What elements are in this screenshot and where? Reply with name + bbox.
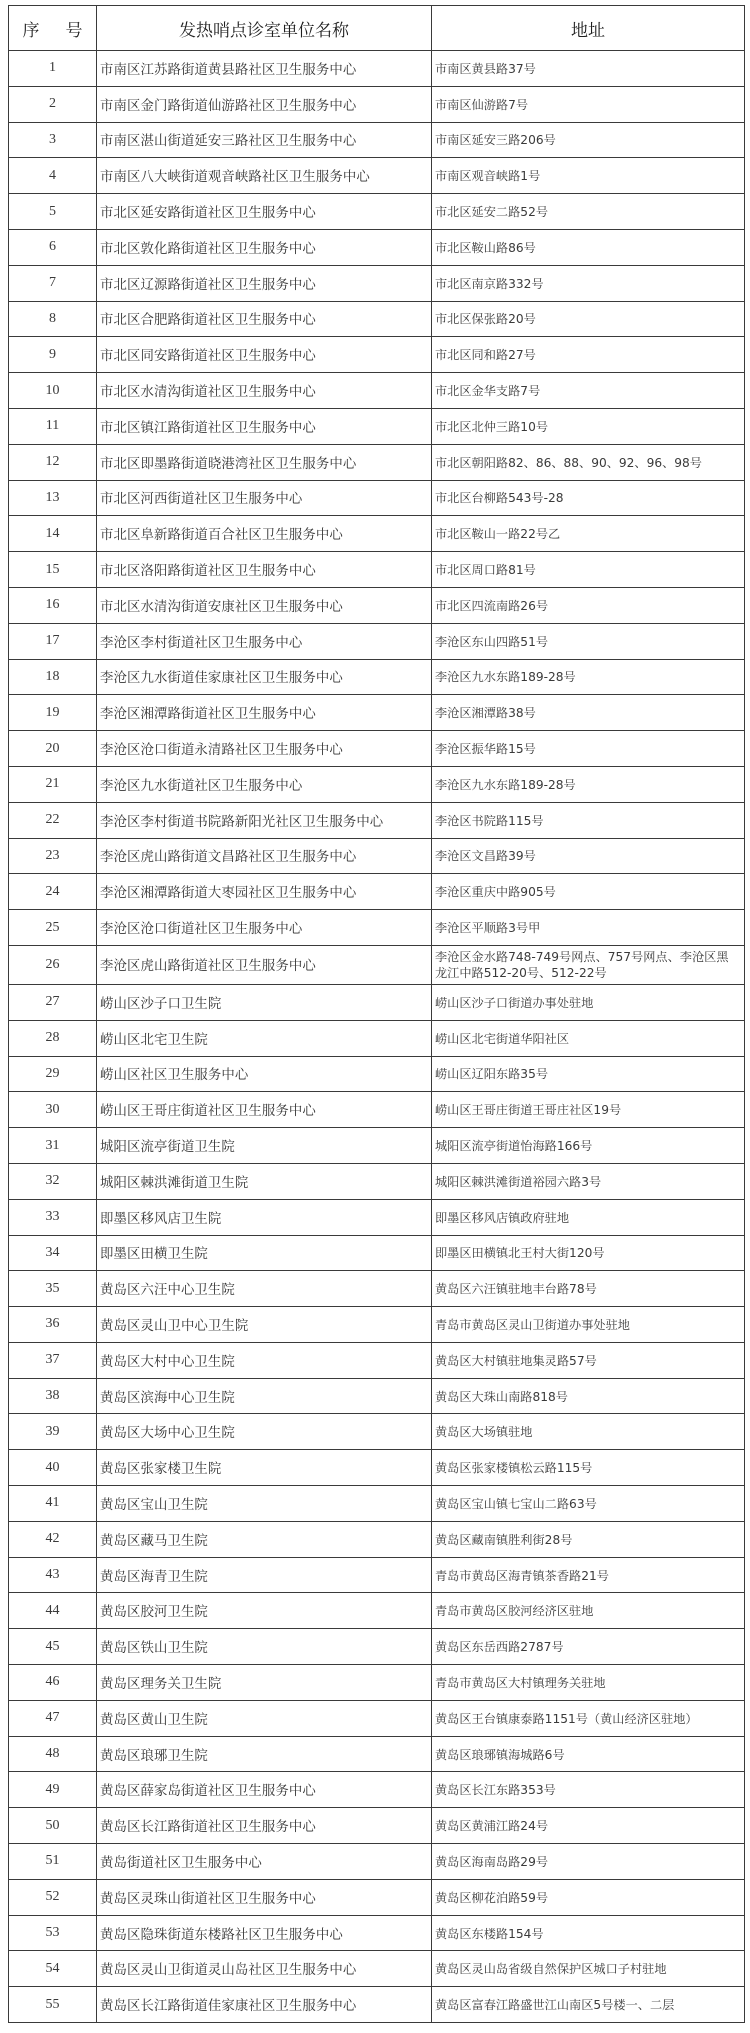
table-row: [9, 1235, 745, 1271]
unit-name-cell: 李沧区李村街道社区卫生服务中心: [97, 623, 432, 659]
table-row: [9, 1450, 745, 1486]
address-cell: 黄岛区六汪镇驻地丰台路78号: [432, 1271, 745, 1307]
row-number-cell: 29: [9, 1056, 97, 1092]
row-number-cell: 30: [9, 1092, 97, 1128]
table-row: [9, 1808, 745, 1844]
address-cell: 李沧区九水东路189-28号: [432, 766, 745, 802]
row-number-cell: 6: [9, 229, 97, 265]
address-cell: 市北区朝阳路82、86、88、90、92、96、98号: [432, 444, 745, 480]
address-cell: 市南区延安三路206号: [432, 122, 745, 158]
row-number-cell: 15: [9, 552, 97, 588]
row-number-cell: 38: [9, 1378, 97, 1414]
unit-name-cell: 城阳区流亭街道卫生院: [97, 1128, 432, 1164]
table-row: [9, 1593, 745, 1629]
address-cell: 市北区保张路20号: [432, 301, 745, 337]
table-row: [9, 838, 745, 874]
fever-clinic-table: [8, 5, 745, 2023]
table-row: [9, 265, 745, 301]
row-number-cell: 14: [9, 516, 97, 552]
table-row: [9, 766, 745, 802]
address-cell: 青岛市黄岛区灵山卫街道办事处驻地: [432, 1307, 745, 1343]
address-cell: 市北区鞍山一路22号乙: [432, 516, 745, 552]
row-number-cell: 28: [9, 1020, 97, 1056]
table-row: [9, 802, 745, 838]
address-cell: 黄岛区藏南镇胜利街28号: [432, 1521, 745, 1557]
table-row: [9, 984, 745, 1020]
unit-name-cell: 市北区河西街道社区卫生服务中心: [97, 480, 432, 516]
address-cell: 市北区周口路81号: [432, 552, 745, 588]
address-cell: 市北区鞍山路86号: [432, 229, 745, 265]
unit-name-cell: 李沧区九水街道佳家康社区卫生服务中心: [97, 659, 432, 695]
unit-name-cell: 黄岛区大场中心卫生院: [97, 1414, 432, 1450]
table-row: [9, 1128, 745, 1164]
table-row: [9, 1665, 745, 1701]
address-cell: 市南区观音峡路1号: [432, 158, 745, 194]
unit-name-cell: 黄岛区宝山卫生院: [97, 1486, 432, 1522]
row-number-cell: 53: [9, 1915, 97, 1951]
row-number-cell: 32: [9, 1163, 97, 1199]
unit-name-cell: 黄岛区张家楼卫生院: [97, 1450, 432, 1486]
row-number-cell: 10: [9, 373, 97, 409]
table-row: [9, 1163, 745, 1199]
row-number-cell: 20: [9, 731, 97, 767]
row-number-cell: 18: [9, 659, 97, 695]
row-number-cell: 31: [9, 1128, 97, 1164]
unit-name-cell: 市北区延安路街道社区卫生服务中心: [97, 194, 432, 230]
table-row: [9, 1629, 745, 1665]
table-row: [9, 1700, 745, 1736]
table-header-row: [9, 6, 745, 51]
row-number-cell: 54: [9, 1951, 97, 1987]
address-cell: 市北区延安二路52号: [432, 194, 745, 230]
unit-name-cell: 城阳区棘洪滩街道卫生院: [97, 1163, 432, 1199]
unit-name-cell: 市南区湛山街道延安三路社区卫生服务中心: [97, 122, 432, 158]
unit-name-cell: 黄岛区长江路街道社区卫生服务中心: [97, 1808, 432, 1844]
column-header-number-part2: 号: [65, 20, 83, 41]
table-row: [9, 51, 745, 87]
unit-name-cell: 黄岛区滨海中心卫生院: [97, 1378, 432, 1414]
row-number-cell: 8: [9, 301, 97, 337]
address-cell: 市北区金华支路7号: [432, 373, 745, 409]
row-number-cell: 45: [9, 1629, 97, 1665]
table-row: [9, 874, 745, 910]
address-cell: 崂山区沙子口街道办事处驻地: [432, 984, 745, 1020]
address-cell: 市北区北仲三路10号: [432, 408, 745, 444]
unit-name-cell: 市北区合肥路街道社区卫生服务中心: [97, 301, 432, 337]
unit-name-cell: 市北区阜新路街道百合社区卫生服务中心: [97, 516, 432, 552]
unit-name-cell: 黄岛区大村中心卫生院: [97, 1342, 432, 1378]
table-row: [9, 1486, 745, 1522]
address-cell: 李沧区湘潭路38号: [432, 695, 745, 731]
table-row: [9, 623, 745, 659]
table-row: [9, 301, 745, 337]
address-cell: 黄岛区富春江路盛世江山南区5号楼一、二层: [432, 1987, 745, 2023]
fever-clinic-table-sheet: [8, 5, 744, 2023]
unit-name-cell: 崂山区北宅卫生院: [97, 1020, 432, 1056]
unit-name-cell: 黄岛区六汪中心卫生院: [97, 1271, 432, 1307]
table-row: [9, 337, 745, 373]
unit-name-cell: 市北区水清沟街道安康社区卫生服务中心: [97, 587, 432, 623]
row-number-cell: 22: [9, 802, 97, 838]
address-cell: 黄岛区大村镇驻地集灵路57号: [432, 1342, 745, 1378]
unit-name-cell: 市北区敦化路街道社区卫生服务中心: [97, 229, 432, 265]
table-row: [9, 1987, 745, 2023]
address-cell: 黄岛区长江东路353号: [432, 1772, 745, 1808]
row-number-cell: 47: [9, 1700, 97, 1736]
address-cell: 黄岛区东岳西路2787号: [432, 1629, 745, 1665]
row-number-cell: 43: [9, 1557, 97, 1593]
table-row: [9, 1342, 745, 1378]
table-row: [9, 194, 745, 230]
table-row: [9, 373, 745, 409]
unit-name-cell: 黄岛区藏马卫生院: [97, 1521, 432, 1557]
unit-name-cell: 市南区金门路街道仙游路社区卫生服务中心: [97, 86, 432, 122]
row-number-cell: 51: [9, 1844, 97, 1880]
address-cell: 城阳区棘洪滩街道裕园六路3号: [432, 1163, 745, 1199]
row-number-cell: 49: [9, 1772, 97, 1808]
address-cell: 黄岛区东楼路154号: [432, 1915, 745, 1951]
table-row: [9, 1378, 745, 1414]
row-number-cell: 35: [9, 1271, 97, 1307]
row-number-cell: 34: [9, 1235, 97, 1271]
address-cell: 市南区黄县路37号: [432, 51, 745, 87]
table-row: [9, 1557, 745, 1593]
table-row: [9, 122, 745, 158]
row-number-cell: 13: [9, 480, 97, 516]
table-row: [9, 408, 745, 444]
table-row: [9, 158, 745, 194]
table-row: [9, 444, 745, 480]
row-number-cell: 52: [9, 1879, 97, 1915]
table-row: [9, 1020, 745, 1056]
unit-name-cell: 市北区同安路街道社区卫生服务中心: [97, 337, 432, 373]
address-cell: 青岛市黄岛区胶河经济区驻地: [432, 1593, 745, 1629]
row-number-cell: 11: [9, 408, 97, 444]
row-number-cell: 26: [9, 945, 97, 984]
address-cell: 黄岛区海南岛路29号: [432, 1844, 745, 1880]
unit-name-cell: 李沧区虎山路街道社区卫生服务中心: [97, 945, 432, 984]
unit-name-cell: 黄岛区薛家岛街道社区卫生服务中心: [97, 1772, 432, 1808]
unit-name-cell: 黄岛区长江路街道佳家康社区卫生服务中心: [97, 1987, 432, 2023]
unit-name-cell: 李沧区沧口街道永清路社区卫生服务中心: [97, 731, 432, 767]
unit-name-cell: 李沧区沧口街道社区卫生服务中心: [97, 910, 432, 946]
row-number-cell: 5: [9, 194, 97, 230]
address-cell: 黄岛区宝山镇七宝山二路63号: [432, 1486, 745, 1522]
unit-name-cell: 市北区洛阳路街道社区卫生服务中心: [97, 552, 432, 588]
address-cell: 李沧区振华路15号: [432, 731, 745, 767]
address-cell: 黄岛区王台镇康泰路1151号（黄山经济区驻地）: [432, 1700, 745, 1736]
address-cell: 李沧区书院路115号: [432, 802, 745, 838]
unit-name-cell: 崂山区社区卫生服务中心: [97, 1056, 432, 1092]
column-header-number-part1: 序: [22, 20, 40, 41]
address-cell: 崂山区王哥庄街道王哥庄社区19号: [432, 1092, 745, 1128]
unit-name-cell: 李沧区九水街道社区卫生服务中心: [97, 766, 432, 802]
address-cell: 李沧区重庆中路905号: [432, 874, 745, 910]
address-cell: 即墨区田横镇北王村大街120号: [432, 1235, 745, 1271]
address-cell: 李沧区文昌路39号: [432, 838, 745, 874]
unit-name-cell: 李沧区李村街道书院路新阳光社区卫生服务中心: [97, 802, 432, 838]
table-row: [9, 480, 745, 516]
table-row: [9, 1915, 745, 1951]
table-row: [9, 1307, 745, 1343]
row-number-cell: 41: [9, 1486, 97, 1522]
table-row: [9, 1199, 745, 1235]
address-cell: 崂山区辽阳东路35号: [432, 1056, 745, 1092]
row-number-cell: 9: [9, 337, 97, 373]
row-number-cell: 27: [9, 984, 97, 1020]
address-cell: 市北区南京路332号: [432, 265, 745, 301]
column-header-number: [9, 6, 97, 51]
table-row: [9, 552, 745, 588]
unit-name-cell: 市南区八大峡街道观音峡路社区卫生服务中心: [97, 158, 432, 194]
table-row: [9, 587, 745, 623]
unit-name-cell: 黄岛区胶河卫生院: [97, 1593, 432, 1629]
table-row: [9, 1844, 745, 1880]
table-row: [9, 1736, 745, 1772]
row-number-cell: 16: [9, 587, 97, 623]
unit-name-cell: 市北区辽源路街道社区卫生服务中心: [97, 265, 432, 301]
address-cell: 黄岛区大场镇驻地: [432, 1414, 745, 1450]
address-cell: 李沧区东山四路51号: [432, 623, 745, 659]
row-number-cell: 37: [9, 1342, 97, 1378]
address-cell: 青岛市黄岛区大村镇理务关驻地: [432, 1665, 745, 1701]
unit-name-cell: 黄岛区黄山卫生院: [97, 1700, 432, 1736]
unit-name-cell: 黄岛区琅琊卫生院: [97, 1736, 432, 1772]
unit-name-cell: 黄岛街道社区卫生服务中心: [97, 1844, 432, 1880]
unit-name-cell: 李沧区虎山路街道文昌路社区卫生服务中心: [97, 838, 432, 874]
table-body: [9, 51, 745, 2023]
row-number-cell: 3: [9, 122, 97, 158]
address-cell: 黄岛区柳花泊路59号: [432, 1879, 745, 1915]
table-row: [9, 1092, 745, 1128]
row-number-cell: 46: [9, 1665, 97, 1701]
address-cell: 城阳区流亭街道怡海路166号: [432, 1128, 745, 1164]
unit-name-cell: 黄岛区海青卫生院: [97, 1557, 432, 1593]
row-number-cell: 19: [9, 695, 97, 731]
unit-name-cell: 李沧区湘潭路街道社区卫生服务中心: [97, 695, 432, 731]
address-cell: 李沧区金水路748-749号网点、757号网点、李沧区黑龙江中路512-20号、512-22号: [432, 945, 745, 984]
unit-name-cell: 市北区镇江路街道社区卫生服务中心: [97, 408, 432, 444]
address-cell: 黄岛区黄浦江路24号: [432, 1808, 745, 1844]
address-cell: 李沧区九水东路189-28号: [432, 659, 745, 695]
address-cell: 即墨区移风店镇政府驻地: [432, 1199, 745, 1235]
table-row: [9, 731, 745, 767]
address-cell: 市北区四流南路26号: [432, 587, 745, 623]
address-cell: 黄岛区琅琊镇海城路6号: [432, 1736, 745, 1772]
row-number-cell: 24: [9, 874, 97, 910]
row-number-cell: 39: [9, 1414, 97, 1450]
table-row: [9, 1521, 745, 1557]
unit-name-cell: 市南区江苏路街道黄县路社区卫生服务中心: [97, 51, 432, 87]
address-cell: 李沧区平顺路3号甲: [432, 910, 745, 946]
unit-name-cell: 黄岛区理务关卫生院: [97, 1665, 432, 1701]
row-number-cell: 21: [9, 766, 97, 802]
unit-name-cell: 黄岛区灵山卫中心卫生院: [97, 1307, 432, 1343]
address-cell: 黄岛区大珠山南路818号: [432, 1378, 745, 1414]
row-number-cell: 44: [9, 1593, 97, 1629]
address-cell: 黄岛区灵山岛省级自然保护区城口子村驻地: [432, 1951, 745, 1987]
table-row: [9, 1271, 745, 1307]
table-row: [9, 86, 745, 122]
address-cell: 市南区仙游路7号: [432, 86, 745, 122]
address-cell: 市北区台柳路543号-28: [432, 480, 745, 516]
row-number-cell: 33: [9, 1199, 97, 1235]
unit-name-cell: 即墨区田横卫生院: [97, 1235, 432, 1271]
table-row: [9, 1951, 745, 1987]
table-row: [9, 945, 745, 984]
row-number-cell: 4: [9, 158, 97, 194]
table-row: [9, 1056, 745, 1092]
unit-name-cell: 崂山区沙子口卫生院: [97, 984, 432, 1020]
unit-name-cell: 即墨区移风店卫生院: [97, 1199, 432, 1235]
unit-name-cell: 黄岛区灵珠山街道社区卫生服务中心: [97, 1879, 432, 1915]
table-row: [9, 910, 745, 946]
row-number-cell: 2: [9, 86, 97, 122]
table-row: [9, 516, 745, 552]
table-row: [9, 1879, 745, 1915]
table-row: [9, 659, 745, 695]
row-number-cell: 50: [9, 1808, 97, 1844]
column-header-address: 地址: [432, 6, 745, 51]
row-number-cell: 55: [9, 1987, 97, 2023]
row-number-cell: 48: [9, 1736, 97, 1772]
unit-name-cell: 崂山区王哥庄街道社区卫生服务中心: [97, 1092, 432, 1128]
unit-name-cell: 李沧区湘潭路街道大枣园社区卫生服务中心: [97, 874, 432, 910]
address-cell: 青岛市黄岛区海青镇茶香路21号: [432, 1557, 745, 1593]
unit-name-cell: 市北区即墨路街道晓港湾社区卫生服务中心: [97, 444, 432, 480]
table-row: [9, 229, 745, 265]
column-header-unit-name: 发热哨点诊室单位名称: [97, 6, 432, 51]
row-number-cell: 36: [9, 1307, 97, 1343]
unit-name-cell: 黄岛区铁山卫生院: [97, 1629, 432, 1665]
table-row: [9, 695, 745, 731]
row-number-cell: 25: [9, 910, 97, 946]
unit-name-cell: 黄岛区灵山卫街道灵山岛社区卫生服务中心: [97, 1951, 432, 1987]
table-row: [9, 1414, 745, 1450]
row-number-cell: 23: [9, 838, 97, 874]
row-number-cell: 1: [9, 51, 97, 87]
address-cell: 崂山区北宅街道华阳社区: [432, 1020, 745, 1056]
unit-name-cell: 市北区水清沟街道社区卫生服务中心: [97, 373, 432, 409]
unit-name-cell: 黄岛区隐珠街道东楼路社区卫生服务中心: [97, 1915, 432, 1951]
address-cell: 黄岛区张家楼镇松云路115号: [432, 1450, 745, 1486]
address-cell: 市北区同和路27号: [432, 337, 745, 373]
table-row: [9, 1772, 745, 1808]
row-number-cell: 42: [9, 1521, 97, 1557]
row-number-cell: 12: [9, 444, 97, 480]
row-number-cell: 40: [9, 1450, 97, 1486]
row-number-cell: 7: [9, 265, 97, 301]
row-number-cell: 17: [9, 623, 97, 659]
